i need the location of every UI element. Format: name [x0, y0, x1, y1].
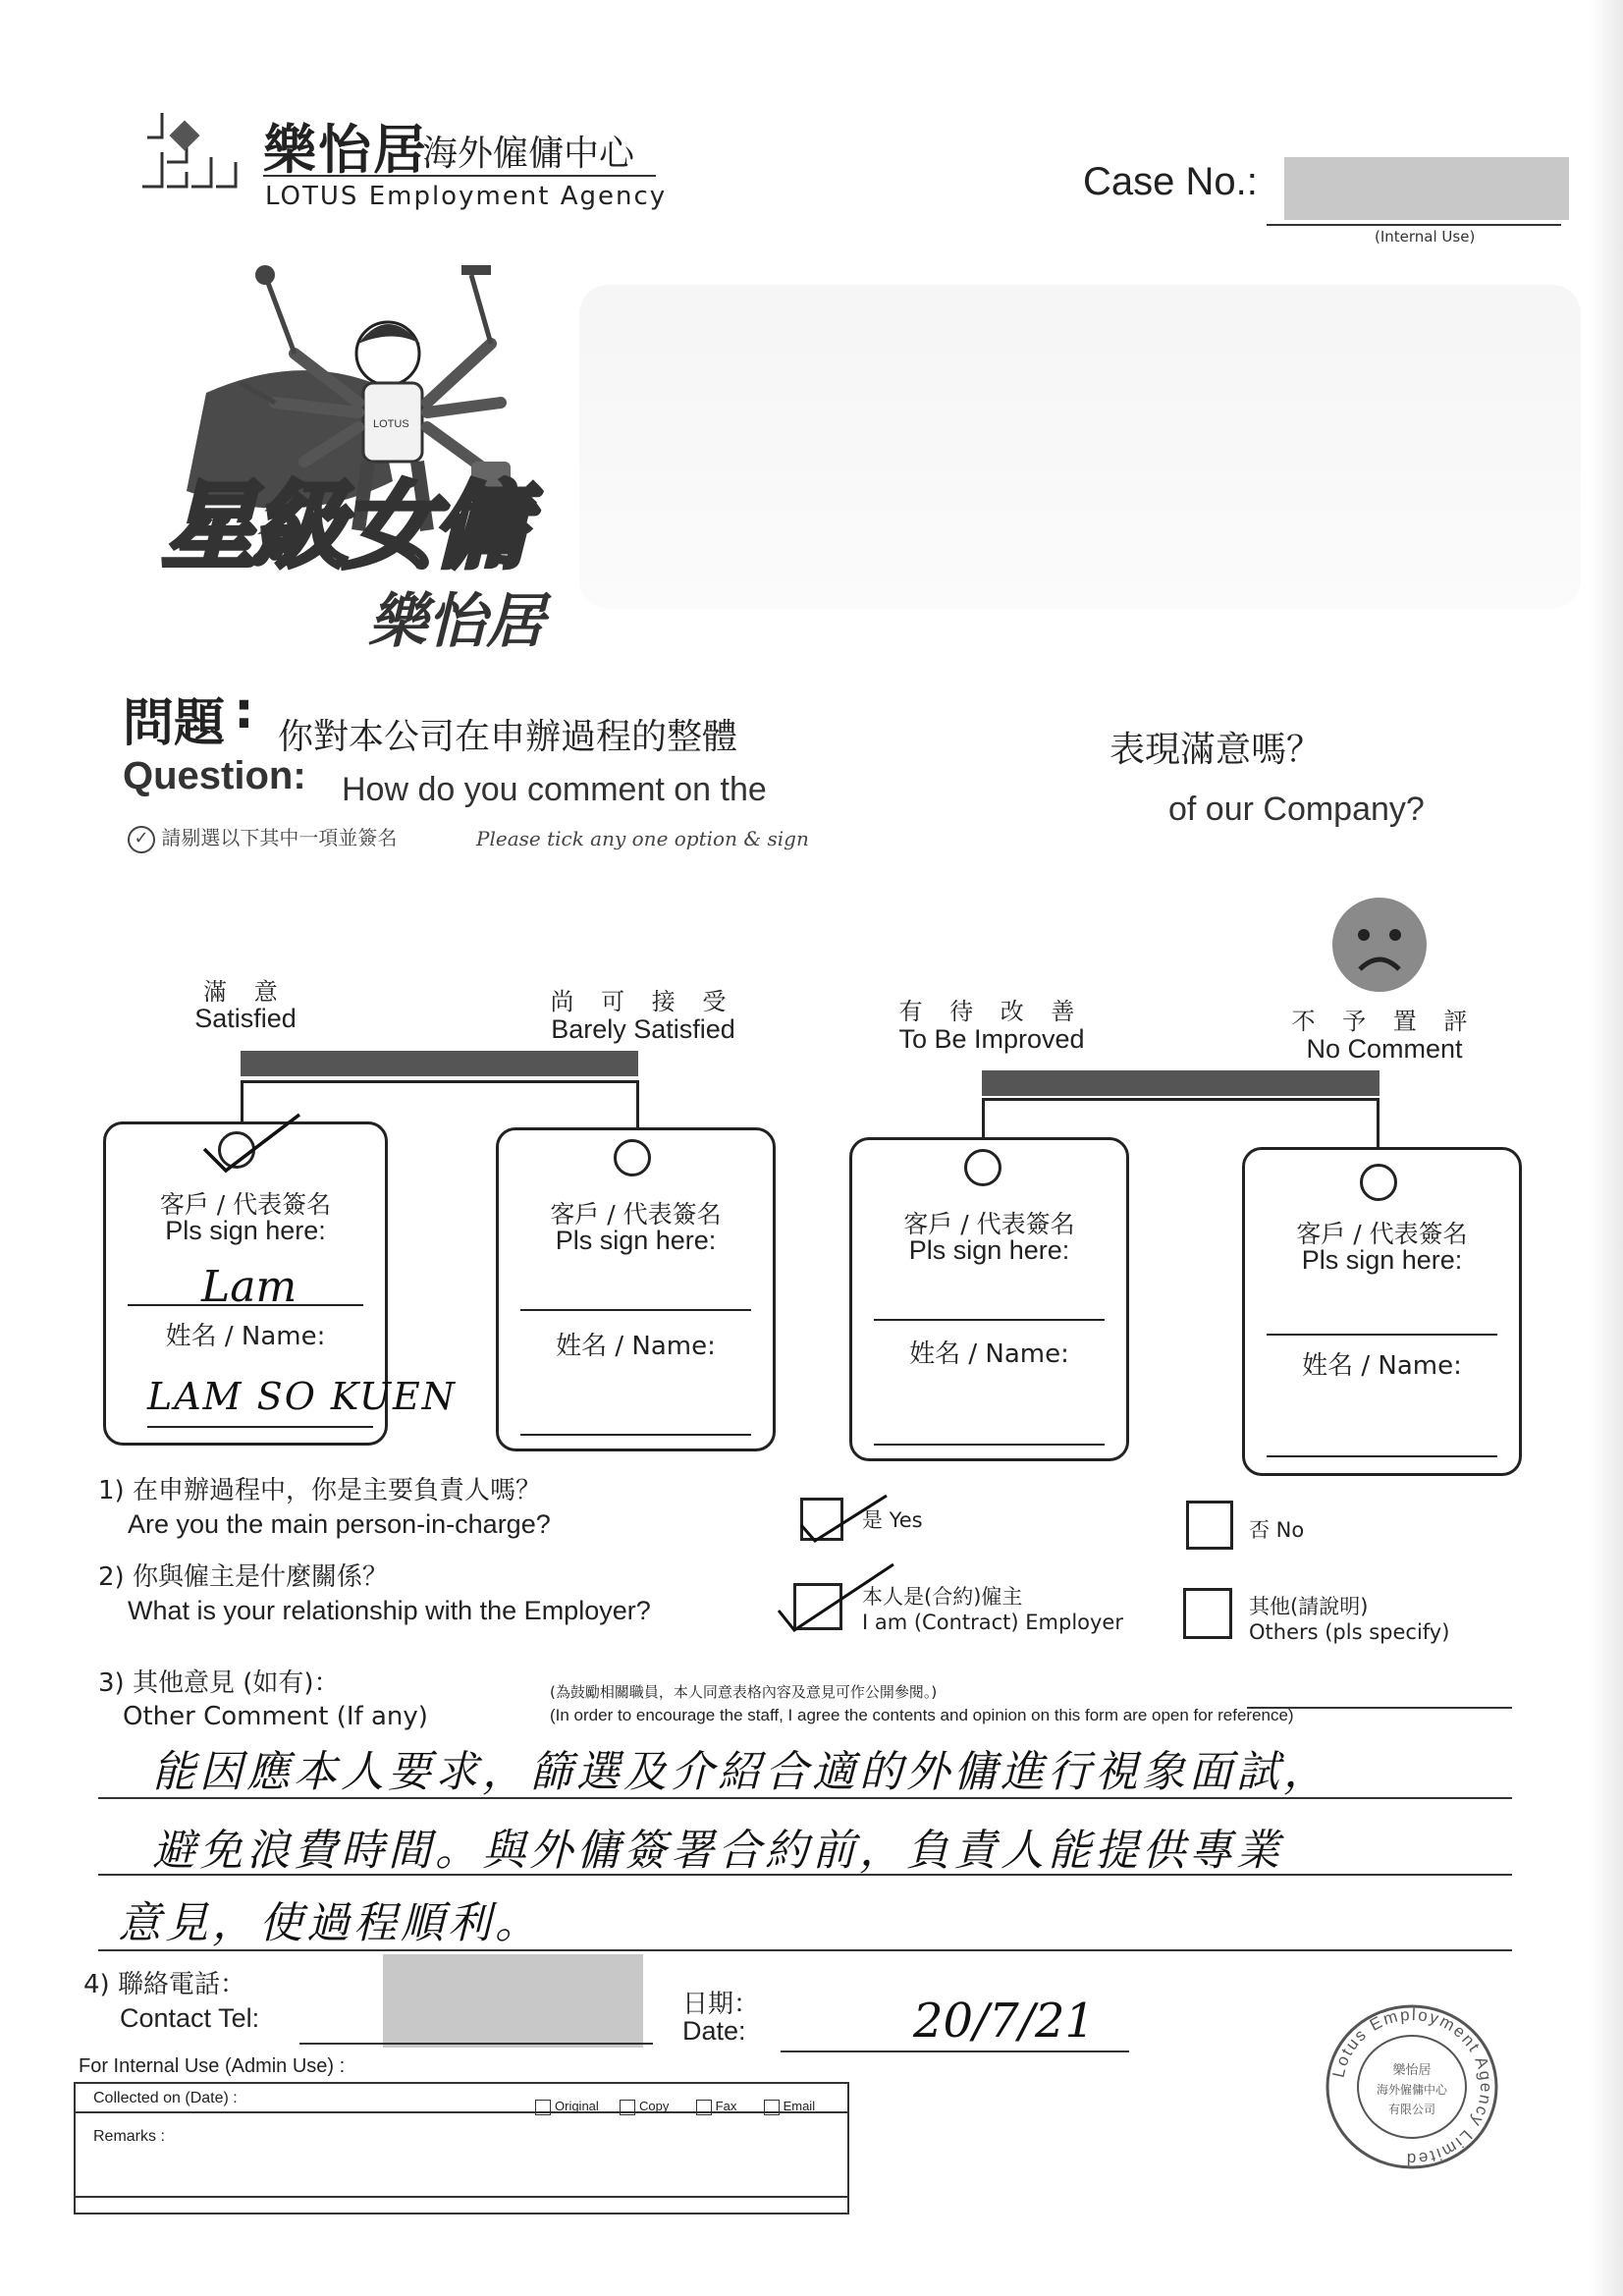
logo-mark — [133, 103, 241, 201]
q3-text-en: Other Comment (If any) — [123, 1702, 428, 1731]
admin-copy-label: Copy — [639, 2099, 670, 2113]
admin-title: For Internal Use (Admin Use) : — [79, 2055, 346, 2077]
date-value: 20/7/21 — [913, 1994, 1096, 2049]
mascot-title-cn: 星級女傭 — [162, 471, 523, 581]
stamp-center-2: 海外僱傭中心 — [1376, 2083, 1448, 2097]
admin-options — [535, 2099, 815, 2115]
bracket-drop-4 — [1377, 1098, 1380, 1149]
case-number-label: Case No.: — [1083, 160, 1258, 203]
card-3-sign-line — [874, 1319, 1105, 1321]
admin-collected-label: Collected on (Date) : — [93, 2090, 238, 2106]
comment-line-3: 意見，使過程順利。 — [118, 1898, 542, 1948]
admin-fax-label: Fax — [715, 2099, 737, 2113]
card-2-name-label: 姓名 / Name: — [556, 1332, 716, 1361]
option-radio-to-be-improved[interactable] — [964, 1149, 1001, 1186]
option-1-cn: 滿 意 — [203, 978, 288, 1006]
stamp-center-3: 有限公司 — [1387, 2103, 1436, 2116]
admin-fax-checkbox[interactable] — [696, 2100, 712, 2115]
bracket-bar-left — [241, 1051, 638, 1076]
contact-tel-line — [299, 2043, 653, 2045]
option-1-en: Satisfied — [194, 1004, 297, 1033]
q2-employer-label-en: I am (Contract) Employer — [862, 1611, 1123, 1634]
admin-bottom-rule — [74, 2196, 849, 2198]
card-2-sign-cn: 客戶 / 代表簽名 — [550, 1200, 722, 1229]
option-radio-no-comment[interactable] — [1360, 1164, 1397, 1201]
card-4-sign-cn: 客戶 / 代表簽名 — [1296, 1220, 1468, 1248]
question-text-cn-2: 表現滿意嗎？ — [1109, 730, 1323, 770]
q4-text-cn: 4) 聯絡電話： — [83, 1970, 245, 1999]
question-label-cn: 問題 — [123, 694, 226, 753]
card-3-name-label: 姓名 / Name: — [909, 1339, 1069, 1369]
q4-text-en: Contact Tel: — [120, 2003, 260, 2033]
bracket-drop-2 — [636, 1080, 639, 1129]
question-label-en: Question: — [123, 754, 306, 797]
page-edge-shadow — [1591, 0, 1623, 2296]
sad-face-icon — [1330, 896, 1429, 994]
background-ghost-art — [579, 285, 1581, 609]
comment-rule-2 — [98, 1874, 1512, 1876]
q3-note-cn: (為鼓勵相關職員，本人同意表格內容及意見可作公開參閱。) — [550, 1683, 938, 1701]
card-1-sign-line — [128, 1304, 363, 1306]
instruction-cn-text: 請剔選以下其中一項並簽名 — [161, 826, 398, 849]
option-3-en: To Be Improved — [898, 1024, 1085, 1054]
admin-email-checkbox[interactable] — [764, 2100, 780, 2115]
comment-rule-1 — [98, 1797, 1512, 1799]
bracket-bar-right — [982, 1070, 1380, 1096]
case-number-line — [1267, 224, 1561, 226]
q1-no-checkbox[interactable] — [1186, 1501, 1233, 1550]
q2-others-label-en: Others (pls specify) — [1249, 1620, 1450, 1644]
card-3-sign-en: Pls sign here: — [908, 1235, 1070, 1265]
question-text-en-2: of our Company? — [1168, 791, 1425, 828]
mascot-brand-cn: 樂怡居 — [368, 587, 545, 656]
option-2-cn: 尚 可 接 受 — [550, 988, 736, 1015]
card-3-sign-cn: 客戶 / 代表簽名 — [903, 1210, 1075, 1238]
question-text-en-1: How do you comment on the — [342, 771, 767, 808]
logo-divider — [263, 175, 656, 177]
q3-text-cn: 3) 其他意見 (如有)： — [98, 1668, 340, 1698]
admin-original-checkbox[interactable] — [535, 2100, 551, 2115]
card-1-name-line — [147, 1426, 373, 1428]
instruction-cn — [128, 822, 397, 853]
option-radio-barely-satisfied[interactable] — [614, 1139, 651, 1176]
date-label-en: Date: — [682, 2016, 746, 2046]
q3-note-en: (In order to encourage the staff, I agree the contents and opinion on this form are open for reference) — [550, 1706, 1294, 1724]
case-number-redacted — [1284, 157, 1569, 220]
admin-remarks-label: Remarks : — [93, 2128, 165, 2145]
q2-employer-label-cn: 本人是(合約)僱主 — [862, 1585, 1023, 1609]
card-1-name-label: 姓名 / Name: — [165, 1322, 326, 1351]
comment-rule-3 — [98, 1949, 1512, 1951]
admin-copy-checkbox[interactable] — [620, 2100, 635, 2115]
q2-text-en: What is your relationship with the Employer? — [128, 1596, 651, 1625]
q1-yes-label: 是 Yes — [862, 1508, 923, 1532]
brand-name-cn: 樂怡居 — [263, 119, 428, 181]
option-card-to-be-improved[interactable] — [849, 1137, 1129, 1461]
admin-original-label: Original — [555, 2099, 599, 2113]
card-4-name-label: 姓名 / Name: — [1302, 1351, 1462, 1381]
instruction-en: Please tick any one option & sign — [476, 827, 809, 850]
q2-text-cn: 2) 你與僱主是什麼關係？ — [98, 1562, 388, 1592]
option-4-en: No Comment — [1306, 1034, 1463, 1064]
q1-text-en: Are you the main person-in-charge? — [128, 1509, 551, 1539]
q1-text-cn: 1) 在申辦過程中，你是主要負責人嗎？ — [98, 1476, 541, 1505]
q2-others-checkbox[interactable] — [1183, 1588, 1232, 1639]
tick-mark-icon — [196, 1110, 304, 1178]
option-3-cn: 有 待 改 善 — [898, 998, 1085, 1025]
brand-name-en: LOTUS Employment Agency — [265, 182, 668, 211]
card-2-sign-en: Pls sign here: — [555, 1226, 717, 1255]
card-1-sign-cn: 客戶 / 代表簽名 — [159, 1190, 332, 1219]
card-2-name-line — [520, 1434, 751, 1436]
date-label-cn: 日期： — [682, 1990, 760, 2019]
bracket-line-left — [241, 1080, 638, 1083]
card-4-sign-en: Pls sign here: — [1301, 1245, 1463, 1275]
q1-no-label: 否 No — [1249, 1518, 1305, 1542]
stamp-ring-text: Lotus Employment Agency Limited — [1328, 2004, 1496, 2169]
card-1-signature: Lam — [201, 1262, 298, 1312]
date-line — [781, 2050, 1129, 2052]
comment-line-2: 避免浪費時間。與外傭簽署合約前，負責人能提供專業 — [152, 1826, 1283, 1876]
contact-tel-redacted — [383, 1954, 643, 2048]
tick-circle-icon: ✓ — [128, 826, 155, 853]
card-2-sign-line — [520, 1309, 751, 1311]
option-2-en: Barely Satisfied — [551, 1014, 735, 1044]
mascot-badge: LOTUS — [373, 418, 409, 430]
case-number-note: (Internal Use) — [1375, 228, 1476, 246]
bracket-drop-3 — [982, 1098, 985, 1139]
q2-others-label-cn: 其他(請說明) — [1249, 1595, 1369, 1618]
admin-email-label: Email — [783, 2099, 816, 2113]
card-1-name-value: LAM SO KUEN — [147, 1375, 457, 1418]
stamp-center-1: 樂怡居 — [1392, 2063, 1432, 2078]
brand-subtitle-cn: 海外僱傭中心 — [422, 134, 635, 174]
comment-line-1: 能因應本人要求，篩選及介紹合適的外傭進行視象面試， — [152, 1747, 1330, 1797]
card-3-name-line — [874, 1444, 1105, 1446]
question-colon: : — [234, 682, 254, 740]
q3-note-line — [1247, 1707, 1512, 1709]
card-4-sign-line — [1267, 1334, 1497, 1336]
bracket-line-right — [982, 1098, 1380, 1101]
card-4-name-line — [1267, 1455, 1497, 1457]
card-1-sign-en: Pls sign here: — [165, 1216, 326, 1245]
question-text-cn-1: 你對本公司在申辦過程的整體 — [278, 717, 738, 757]
company-stamp — [1324, 2003, 1500, 2170]
option-4-cn: 不 予 置 評 — [1291, 1008, 1478, 1035]
